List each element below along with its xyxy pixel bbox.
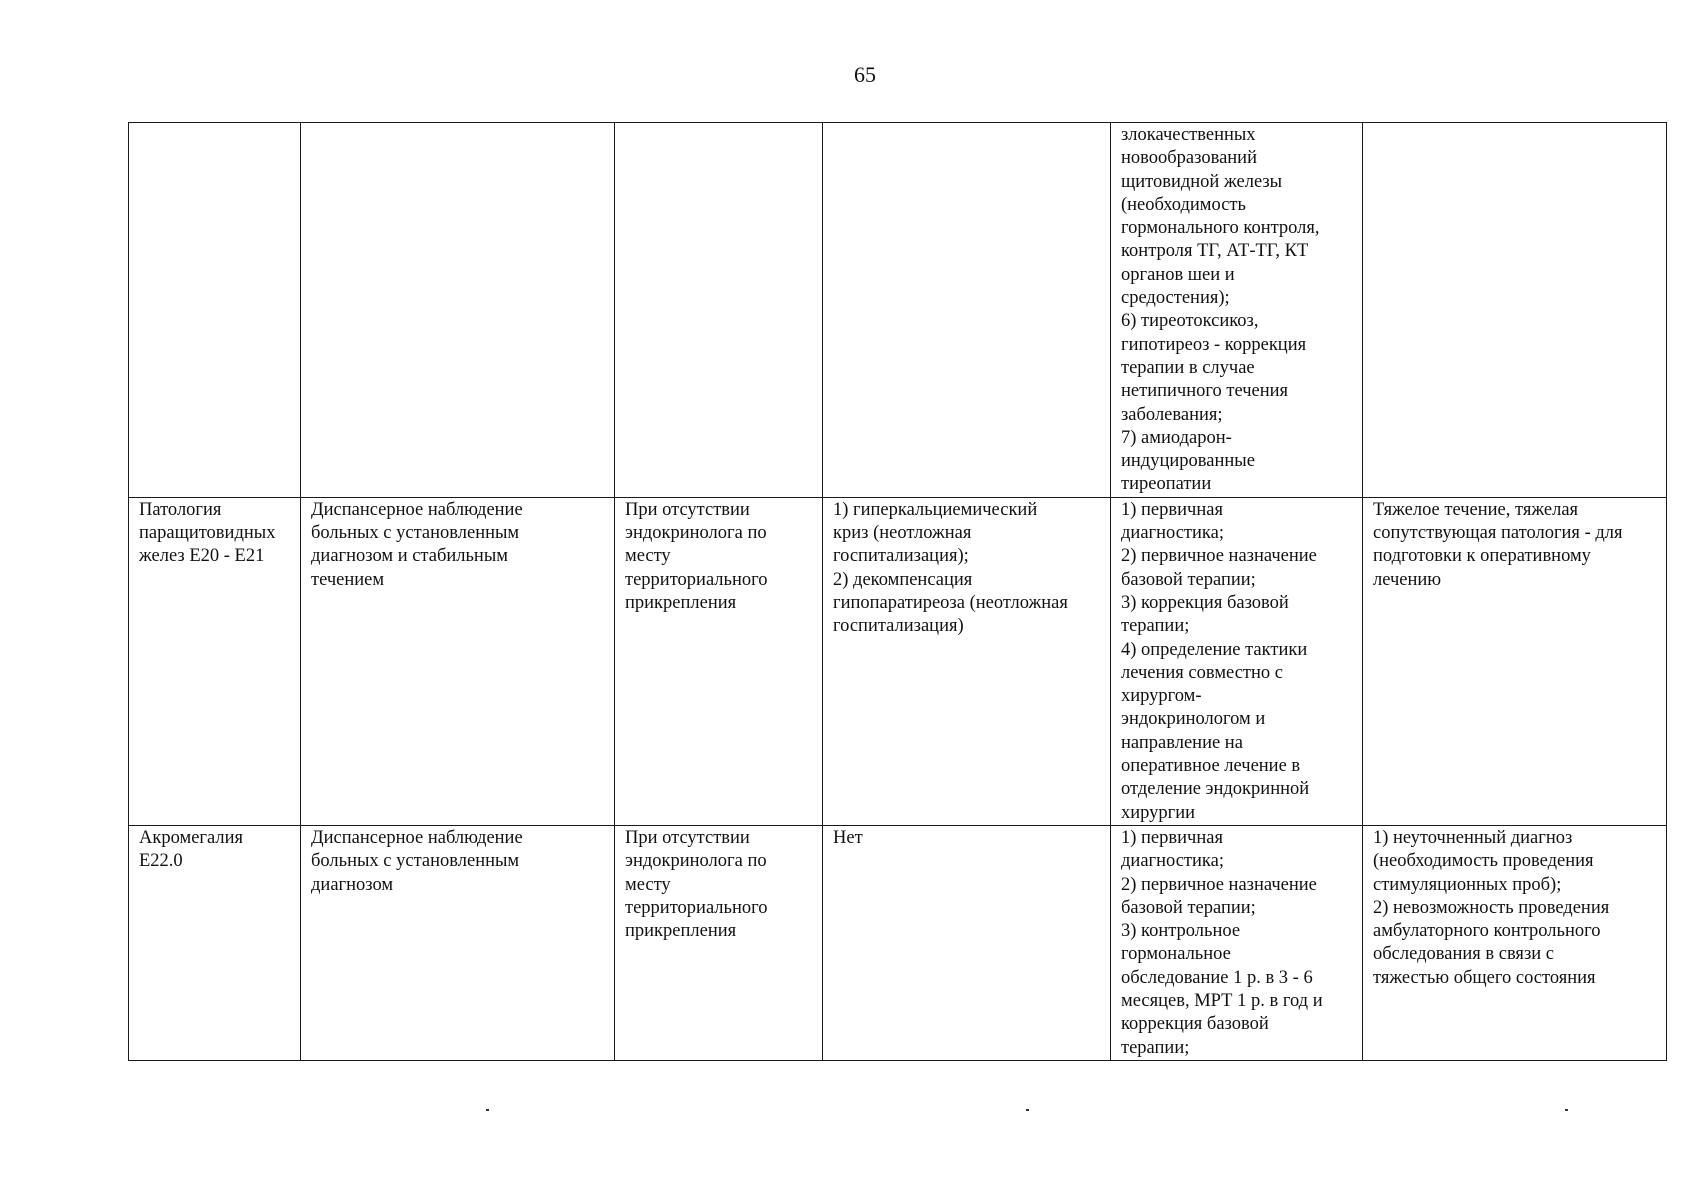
cell-text-line: (необходимость (1121, 194, 1246, 215)
cell-text-line: Е22.0 (139, 851, 183, 872)
cell-text-line: контроля ТГ, АТ-ТГ, КТ (1121, 241, 1309, 262)
cell-text-line: криз (неотложная (833, 523, 972, 544)
table-cell-condition (615, 123, 823, 498)
cell-text-line: отделение эндокринной (1121, 779, 1310, 800)
cell-text-line: (необходимость проведения (1373, 851, 1594, 872)
cell-text-line: 2) невозможность проведения (1373, 897, 1610, 918)
cell-text-line: эндокринолога по (625, 523, 767, 544)
cell-text-line: обследования в связи с (1373, 944, 1554, 965)
cell-text-line: гипопаратиреоза (неотложная (833, 592, 1068, 613)
cell-text-line: средостения); (1121, 288, 1230, 309)
cell-text-line: Патология (139, 499, 222, 520)
cell-text-line: тяжестью общего состояния (1373, 967, 1596, 988)
cell-text-line: стимуляционных проб); (1373, 874, 1562, 895)
cell-text-line: месяцев, МРТ 1 р. в год и (1121, 990, 1323, 1011)
cell-text-line: 6) тиреотоксикоз, (1121, 311, 1259, 332)
cell-text-line: 1) первичная (1121, 827, 1223, 848)
cell-text-line: Акромегалия (139, 827, 244, 848)
cell-text-line: новообразований (1121, 148, 1257, 169)
cell-text-line: месту (625, 546, 671, 567)
cell-text-line: обследование 1 р. в 3 - 6 (1121, 967, 1313, 988)
cell-text-line: диагнозом и стабильным (311, 546, 508, 567)
cell-text-line: направление на (1121, 732, 1243, 753)
cell-text-line: подготовки к оперативному (1373, 546, 1591, 567)
cell-text-line: 2) декомпенсация (833, 569, 973, 590)
cell-text-line: нетипичного течения (1121, 381, 1289, 402)
cell-text-line: 3) коррекция базовой (1121, 592, 1289, 613)
cell-text-line: При отсутствии (625, 827, 750, 848)
table-cell-diagnosis (129, 123, 301, 498)
table-row (129, 497, 1667, 825)
cell-text-line: Нет (833, 827, 863, 848)
cell-text-line: базовой терапии; (1121, 569, 1256, 590)
cell-text-line: гормональное (1121, 944, 1231, 965)
cell-text-line: прикрепления (625, 592, 737, 613)
cell-text-line: 7) амиодарон- (1121, 427, 1232, 448)
cell-text-line: терапии в случае (1121, 357, 1255, 378)
cell-text-line: 2) первичное назначение (1121, 874, 1317, 895)
cell-text-line: индуцированные (1121, 451, 1255, 472)
cell-text-line: лечения совместно с (1121, 662, 1283, 683)
table-cell-indications (1363, 825, 1667, 1060)
cell-text-line: При отсутствии (625, 499, 750, 520)
cell-text-line: Тяжелое течение, тяжелая (1373, 499, 1579, 520)
table-cell-hospitalization (823, 497, 1111, 825)
cell-text-line: эндокринолога по (625, 851, 767, 872)
cell-text-line: 1) первичная (1121, 499, 1223, 520)
cell-text-line: Диспансерное наблюдение (311, 499, 523, 520)
cell-text-line: амбулаторного контрольного (1373, 921, 1601, 942)
scan-speck (1026, 1109, 1029, 1111)
cell-text-line: злокачественных (1121, 125, 1256, 145)
cell-text-line: больных с установленным (311, 523, 520, 544)
cell-text-line: лечению (1373, 569, 1442, 590)
cell-text-line: терапии; (1121, 1037, 1190, 1058)
table-cell-purpose (1111, 123, 1363, 498)
table-cell-purpose (1111, 497, 1363, 825)
cell-text-line: оперативное лечение в (1121, 756, 1301, 777)
cell-text-line: сопутствующая патология - для (1373, 523, 1623, 544)
cell-text-line: 1) неуточненный диагноз (1373, 827, 1573, 848)
cell-text-line: желез Е20 - Е21 (139, 546, 265, 567)
table-cell-hospitalization (823, 825, 1111, 1060)
table-cell-condition (615, 497, 823, 825)
cell-text-line: 3) контрольное (1121, 921, 1241, 942)
cell-text-line: течением (311, 569, 385, 590)
table-row (129, 123, 1667, 498)
cell-text-line: 2) первичное назначение (1121, 546, 1317, 567)
table-row (129, 825, 1667, 1060)
table-cell-condition (615, 825, 823, 1060)
cell-text-line: территориального (625, 897, 768, 918)
cell-text-line: гормонального контроля, (1121, 218, 1320, 239)
cell-text-line: эндокринологом и (1121, 709, 1266, 730)
cell-text-line: месту (625, 874, 671, 895)
cell-text-line: Диспансерное наблюдение (311, 827, 523, 848)
cell-text-line: госпитализация); (833, 546, 969, 567)
cell-text-line: диагностика; (1121, 523, 1224, 544)
table-cell-diagnosis (129, 497, 301, 825)
table-cell-observation (301, 497, 615, 825)
cell-text-line: хирургом- (1121, 686, 1202, 707)
cell-text-line: щитовидной железы (1121, 171, 1283, 192)
cell-text-line: прикрепления (625, 921, 737, 942)
table-cell-indications (1363, 497, 1667, 825)
cell-text-line: диагнозом (311, 874, 394, 895)
table-cell-purpose (1111, 825, 1363, 1060)
cell-text-line: госпитализация) (833, 616, 964, 637)
scan-speck (486, 1109, 489, 1111)
table-cell-indications (1363, 123, 1667, 498)
cell-text-line: паращитовидных (139, 523, 276, 544)
cell-text-line: гипотиреоз - коррекция (1121, 334, 1307, 355)
cell-text-line: органов шеи и (1121, 264, 1235, 285)
cell-text-line: диагностика; (1121, 851, 1224, 872)
table-cell-observation (301, 825, 615, 1060)
cell-text-line: хирургии (1121, 802, 1196, 823)
page-number: 65 (854, 62, 876, 87)
table-cell-hospitalization (823, 123, 1111, 498)
cell-text-line: базовой терапии; (1121, 897, 1256, 918)
cell-text-line: 4) определение тактики (1121, 639, 1308, 660)
cell-text-line: коррекция базовой (1121, 1014, 1269, 1035)
document-table (128, 122, 1667, 1061)
cell-text-line: больных с установленным (311, 851, 520, 872)
table-cell-observation (301, 123, 615, 498)
cell-text-line: терапии; (1121, 616, 1190, 637)
cell-text-line: тиреопатии (1121, 474, 1212, 495)
cell-text-line: заболевания; (1121, 404, 1223, 425)
scan-speck (1565, 1109, 1568, 1111)
cell-text-line: 1) гиперкальциемический (833, 499, 1038, 520)
table-cell-diagnosis (129, 825, 301, 1060)
cell-text-line: территориального (625, 569, 768, 590)
